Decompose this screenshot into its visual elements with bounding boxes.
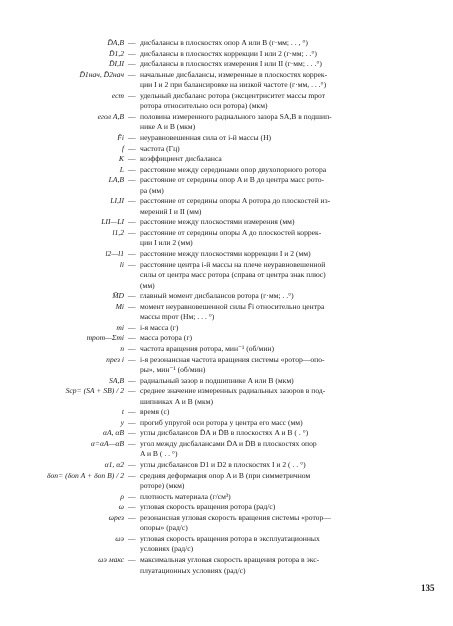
notation-description: половина измеренного радиального зазора SA,B в подшип- — [140, 111, 332, 121]
notation-description: i-я масса (г) — [140, 322, 179, 332]
page-number: 135 — [421, 583, 435, 593]
notation-symbol: f — [121, 143, 124, 153]
notation-symbol: mi — [116, 322, 124, 332]
notation-description: главный момент дисбалансов ротора (г·мм; . .°) — [140, 291, 294, 301]
notation-description: неуравновешенная сила от i-й массы (Н) — [140, 132, 272, 142]
notation-symbol: M̄D — [112, 291, 124, 301]
dash-separator: — — [128, 512, 136, 522]
notation-description: частота (Гц) — [140, 143, 180, 153]
notation-description: условиях (рад/с) — [140, 544, 194, 554]
dash-separator: — — [128, 90, 136, 100]
notation-symbol: Mi — [115, 301, 124, 311]
notation-description: время (с) — [140, 407, 170, 417]
notation-symbol: F̄i — [117, 132, 124, 142]
notation-description: начальные дисбалансы, измеренные в плоскостях коррек- — [140, 69, 328, 79]
dash-separator: — — [128, 343, 136, 353]
notation-description: удельный дисбаланс ротора (эксцентриситет массы mрот — [140, 90, 326, 100]
notation-description: мерений I и II (мм) — [140, 206, 202, 216]
notation-symbol: ω — [118, 502, 124, 512]
notation-description: роторе) (мкм) — [140, 481, 185, 491]
dash-separator: — — [128, 291, 136, 301]
notation-description: резонансная угловая скорость вращения системы «ротор— — [140, 512, 331, 522]
dash-separator: — — [128, 417, 136, 427]
notation-symbol: y — [120, 417, 124, 427]
notation-symbol: nрез i — [106, 354, 124, 364]
notation-description: силы от центра масс ротора (справа от центра знак плюс) — [140, 270, 326, 280]
notation-description: момент неуравновешенной силы F̄i относительно центра — [140, 301, 325, 311]
notation-symbol: α=αA—αB — [90, 438, 124, 448]
notation-description: ра (мм) — [140, 185, 164, 195]
notation-symbol: t — [121, 407, 124, 417]
dash-separator: — — [128, 38, 136, 47]
notation-symbol: LI,II — [110, 196, 124, 206]
notation-symbol: ωэ макс — [98, 554, 124, 564]
dash-separator: — — [128, 428, 136, 438]
notation-description: коэффициент дисбаланса — [140, 154, 222, 164]
dash-separator: — — [128, 175, 136, 185]
notation-symbol: α1, α2 — [104, 460, 124, 469]
notation-description: ротора относительно оси ротора) (мкм) — [140, 101, 268, 111]
notation-description: A и B ( . . °) — [140, 449, 178, 459]
dash-separator: — — [128, 154, 136, 164]
dash-separator: — — [128, 322, 136, 332]
notation-description: массы mрот (Нм; . . . °) — [140, 312, 215, 322]
notation-description: частота вращения ротора, мин⁻¹ (об/мин) — [140, 343, 274, 353]
notation-symbol: eгол A,B — [97, 111, 124, 121]
dash-separator: — — [128, 227, 136, 237]
notation-description: угол между дисбалансами D̄A и D̄B в плоскостях опор — [140, 438, 317, 448]
notation-description: среднее значение измеренных радиальных зазоров в под- — [140, 386, 326, 396]
dash-separator: — — [128, 217, 136, 227]
dash-separator: — — [128, 407, 136, 417]
notation-symbol: L — [119, 164, 124, 174]
dash-separator: — — [128, 196, 136, 206]
notation-description: радиальный зазор в подшипнике A или B (мкм) — [140, 375, 294, 385]
notation-symbol: ρ — [120, 491, 124, 501]
dash-separator: — — [128, 333, 136, 343]
notation-description: расстояние центра i-й массы на плече неуравновешенной — [140, 259, 326, 269]
notation-description: углы дисбалансов D1 и D2 в плоскостях I и 2 ( . . °) — [140, 460, 306, 469]
notation-symbol: Sср= (SA + SB) / 2 — [65, 386, 124, 396]
dash-separator: — — [128, 111, 136, 121]
notation-description: ции I и 2 при балансировке на низкой частоте (г·мм, . . .°) — [140, 80, 327, 90]
dash-separator: — — [128, 460, 136, 469]
notation-description: дисбалансы в плоскостях опор A или B (г·мм; . . , °) — [140, 38, 308, 47]
notation-description: (мм) — [140, 280, 155, 290]
notation-symbol: D̄A,B — [107, 38, 124, 47]
notation-description: расстояние от середины опор A и B до центра масс рото- — [140, 175, 325, 185]
dash-separator: — — [128, 132, 136, 142]
dash-separator: — — [128, 375, 136, 385]
dash-separator: — — [128, 502, 136, 512]
dash-separator: — — [128, 438, 136, 448]
notation-description: угловая скорость вращения ротора в эксплуатационных — [140, 533, 320, 543]
notation-description: углы дисбалансов D̄A и D̄B в плоскостях A и B ( . °) — [140, 428, 309, 438]
dash-separator: — — [128, 354, 136, 364]
notation-description: расстояние между серединами опор двухопорного ротора — [140, 164, 327, 174]
notation-description: плотность материала (г/см³) — [140, 491, 231, 501]
notation-symbol: LII—LI — [101, 217, 124, 227]
notation-description: плуатационных условиях (рад/с) — [140, 565, 246, 575]
notation-symbol: SA,B — [109, 375, 124, 385]
notation-description: средняя деформация опор A и B (при симметричном — [140, 470, 311, 480]
notation-description: расстояние от середины опоры A до плоскостей коррек- — [140, 227, 322, 237]
notation-description: нике A и B (мкм) — [140, 122, 196, 132]
dash-separator: — — [128, 491, 136, 501]
notation-description: i-я резонансная частота вращения системы «ротор—опо- — [140, 354, 325, 364]
dash-separator: — — [128, 59, 136, 69]
notation-symbol: K — [118, 154, 124, 164]
notation-symbol: eст — [111, 90, 124, 100]
notation-description: расстояние между плоскостями измерения (мм) — [140, 217, 295, 227]
notation-description: максимальная угловая скорость вращения ротора в экс- — [140, 554, 320, 564]
notation-description: ции I или 2 (мм) — [140, 238, 193, 248]
notation-symbol: αA, αB — [102, 428, 124, 438]
notation-description: дисбалансы в плоскостях измерения I или II (г·мм; . . .°) — [140, 59, 322, 69]
notation-description: угловая скорость вращения ротора (рад/с) — [140, 502, 276, 512]
dash-separator: — — [128, 164, 136, 174]
dash-separator: — — [128, 554, 136, 564]
notation-symbol: ωэ — [115, 533, 124, 543]
dash-separator: — — [128, 386, 136, 396]
dash-separator: — — [128, 69, 136, 79]
notation-description: ры», мин⁻¹ (об/мин) — [140, 365, 206, 375]
dash-separator: — — [128, 259, 136, 269]
notation-description: дисбалансы в плоскостях коррекции I или 2 (г·мм; . .°) — [140, 48, 317, 58]
notation-symbol: mрот—Σmi — [86, 333, 124, 343]
notation-description: расстояние от середины опоры A ротора до плоскостей из- — [140, 196, 331, 206]
notation-description: расстояние между плоскостями коррекции I и 2 (мм) — [140, 249, 311, 258]
notation-description: шипниках A и B (мкм) — [140, 396, 213, 406]
notation-symbol: D̄I,II — [109, 59, 124, 69]
notation-symbol: li — [119, 259, 124, 269]
notation-symbol: n — [120, 343, 124, 353]
notation-symbol: l2—l1 — [105, 249, 124, 258]
notation-symbol: LA,B — [108, 175, 124, 185]
notation-symbol: δоп= (δоп A + δоп B) / 2 — [46, 470, 124, 480]
dash-separator: — — [128, 301, 136, 311]
dash-separator: — — [128, 48, 136, 58]
notation-symbol: D̄1нач, D̄2нач — [79, 69, 124, 79]
dash-separator: — — [128, 533, 136, 543]
dash-separator: — — [128, 470, 136, 480]
notation-description: прогиб упругой оси ротора у центра его масс (мм) — [140, 417, 303, 427]
notation-symbol: l1,2 — [112, 227, 124, 237]
dash-separator: — — [128, 143, 136, 153]
dash-separator: — — [128, 249, 136, 258]
notation-description: масса ротора (г) — [140, 333, 192, 343]
notation-description: опоры» (рад/с) — [140, 523, 188, 533]
notation-symbol: ωрез — [108, 512, 124, 522]
notation-symbol: D̄1,2 — [109, 48, 124, 58]
